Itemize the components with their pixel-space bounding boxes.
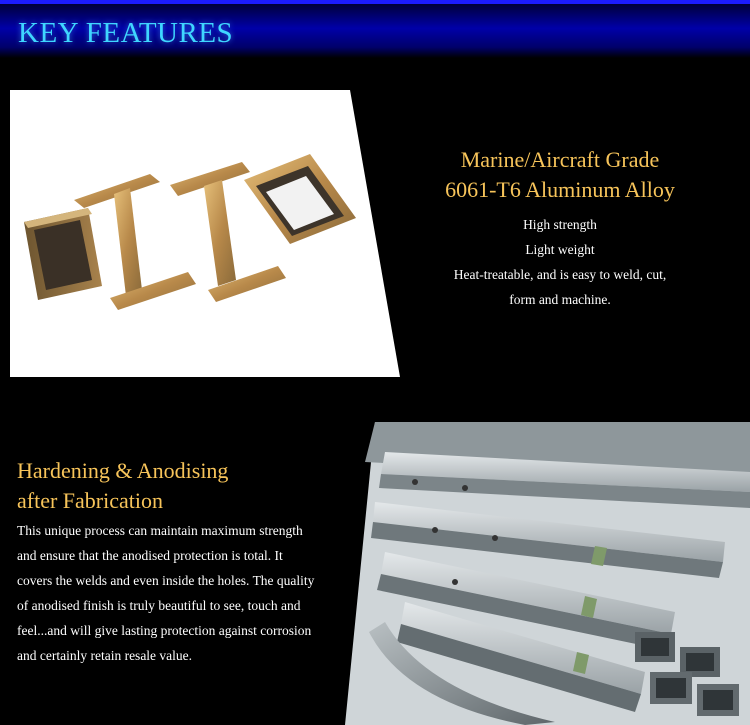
feature2-body [17, 518, 347, 668]
aluminum-profiles-photo [10, 90, 400, 377]
feature1-list [420, 212, 700, 312]
feature2-body-line: and certainly retain resale value. [17, 648, 193, 663]
feature2-title-line2: after Fabrication [17, 488, 163, 513]
anodised-channels-photo [345, 422, 750, 725]
feature1-title [420, 145, 700, 205]
feature2-body-line: This unique process can maintain maximum strength [17, 523, 303, 538]
feature1-item: Light weight [525, 242, 595, 257]
feature2-body-line: and ensure that the anodised protection is total. It [17, 548, 283, 563]
feature2-body-line: feel...and will give lasting protection against corrosion [17, 623, 312, 638]
feature1-title-line2: 6061-T6 Aluminum Alloy [445, 177, 675, 202]
feature1-item: Heat-treatable, and is easy to weld, cut, [453, 267, 667, 282]
header-banner [0, 0, 750, 58]
feature1-item: High strength [523, 217, 597, 232]
feature2-title [17, 456, 347, 516]
feature1-title-line1: Marine/Aircraft Grade [460, 147, 660, 172]
feature1-item: form and machine. [509, 292, 611, 307]
feature2-title-line1: Hardening & Anodising [17, 458, 229, 483]
header-title: KEY FEATURES [18, 17, 234, 49]
feature2-body-line: of anodised finish is truly beautiful to see, touch and [17, 598, 301, 613]
feature2-body-line: covers the welds and even inside the holes. The quality [17, 573, 315, 588]
